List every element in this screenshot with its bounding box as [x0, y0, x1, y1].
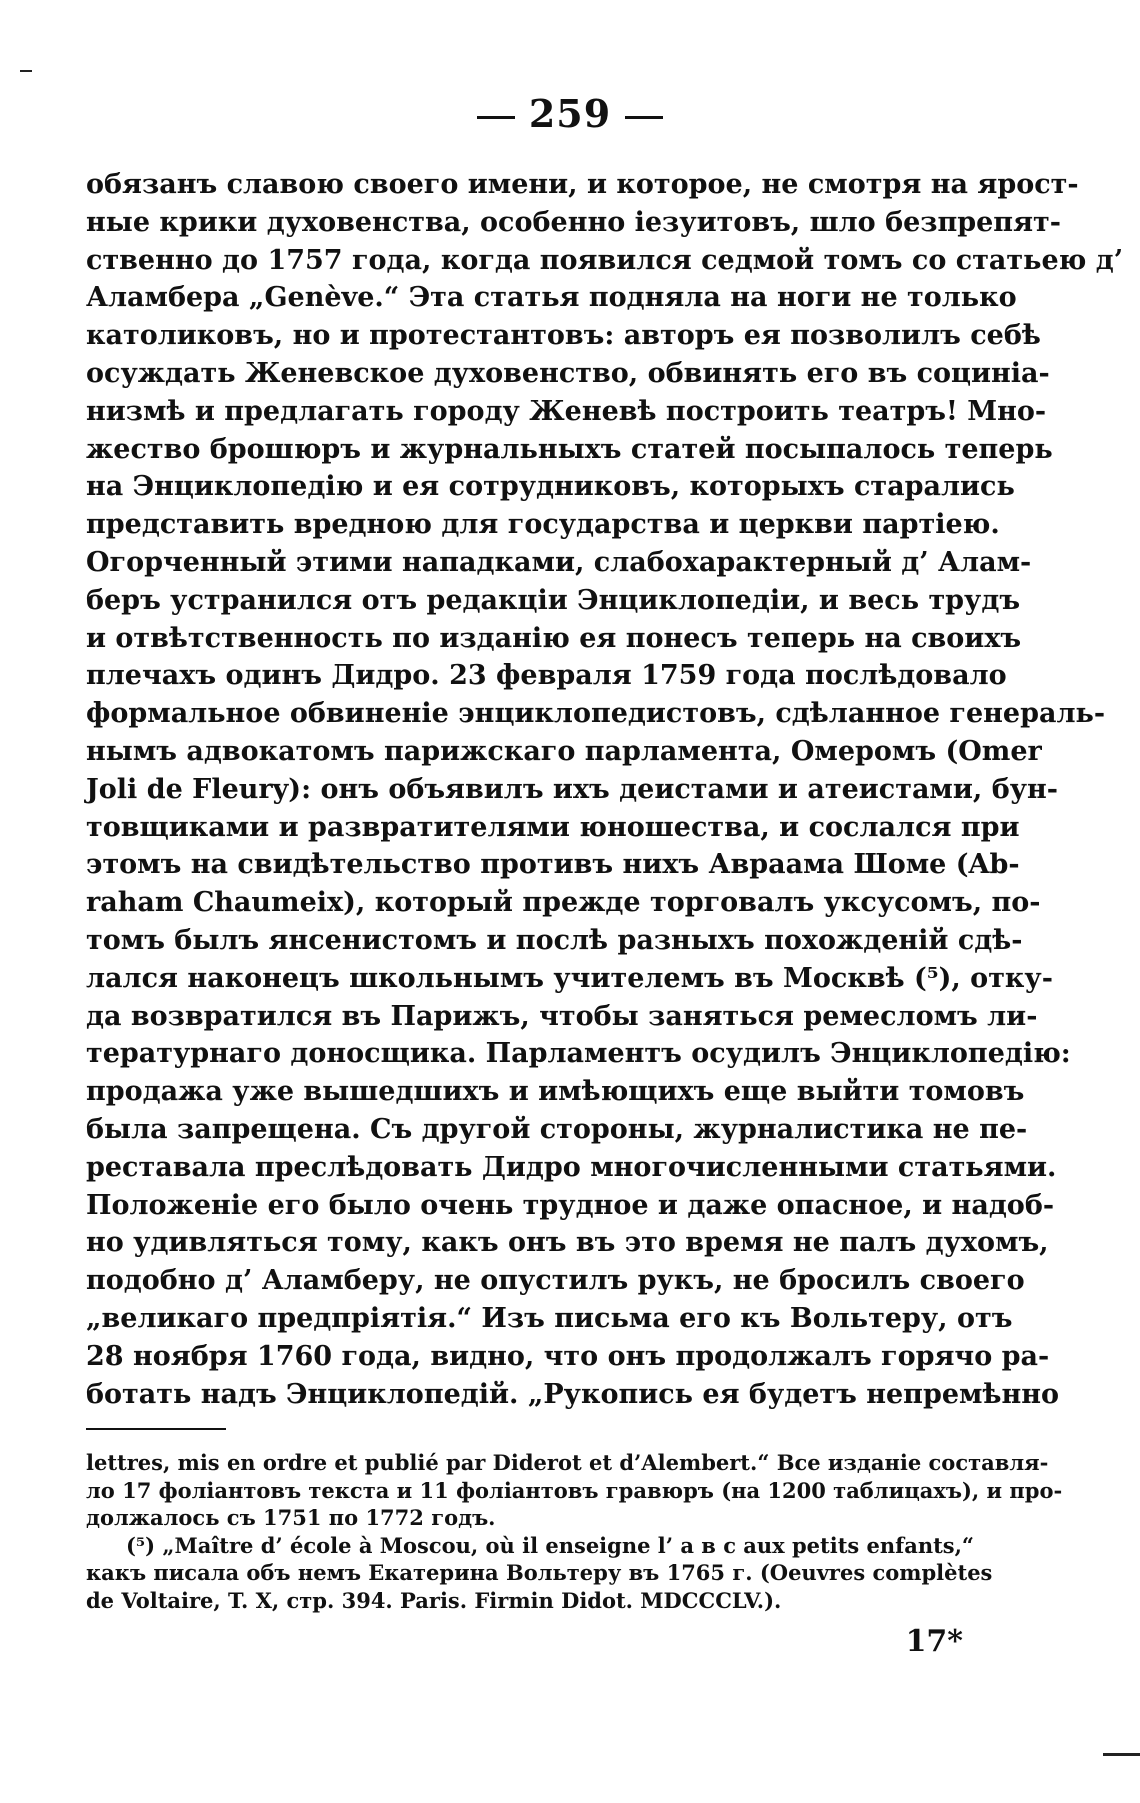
footnote-line: ло 17 фоліантовъ текста и 11 фоліантовъ гравюръ (на 1200 таблицахъ), и про- [86, 1477, 1063, 1503]
text-line: 28 ноября 1760 года, видно, что онъ продолжалъ горячо ра- [86, 1340, 1050, 1372]
header-dash-left [477, 116, 515, 119]
page-header [0, 92, 1140, 136]
main-text [86, 166, 1124, 1413]
text-line: да возвратился въ Парижъ, чтобы заняться ремесломъ ли- [86, 1000, 1038, 1032]
text-line: плечахъ одинъ Дидро. 23 февраля 1759 года послѣдовало [86, 660, 1007, 692]
text-line: томъ былъ янсенистомъ и послѣ разныхъ похожденій сдѣ- [86, 924, 1023, 956]
text-line: реставала преслѣдовать Дидро многочисленными статьями. [86, 1151, 1057, 1183]
text-line: осуждать Женевское духовенство, обвинять его въ социніа- [86, 357, 1050, 389]
footnote-line: lettres, mis en ordre et publié par Diderot et d’Alembert.“ Все изданіе составля- [86, 1450, 1049, 1475]
scan-mark [1103, 1753, 1140, 1756]
text-line: ственно до 1757 года, когда появился седмой томъ со статьею д’ [86, 244, 1124, 276]
text-line: была запрещена. Съ другой стороны, журналистика не пе- [86, 1113, 1028, 1145]
text-line: товщиками и развратителями юношества, и сослался при [86, 811, 1020, 843]
footnote-line: de Voltaire, T. X, стр. 394. Paris. Firmin Didot. MDCCCLV.). [86, 1587, 782, 1613]
text-line: и отвѣтственность по изданію ея понесъ теперь на своихъ [86, 622, 1022, 654]
text-line: Joli de Fleury): онъ объявилъ ихъ деистами и атеистами, бун- [86, 773, 1058, 805]
text-line: Аламбера „Genève.“ Эта статья подняла на ноги не только [86, 282, 1017, 314]
text-line: представить вредною для государства и церкви партіею. [86, 509, 1000, 541]
text-line: этомъ на свидѣтельство противъ нихъ Авраама Шоме (Ab- [86, 849, 1020, 881]
text-line: на Энциклопедію и ея сотрудниковъ, которыхъ старались [86, 471, 1015, 503]
text-line: беръ устранился отъ редакціи Энциклопедіи, и весь трудъ [86, 584, 1021, 616]
text-line: обязанъ славою своего имени, и которое, не смотря на ярост- [86, 169, 1079, 200]
text-line: низмѣ и предлагать городу Женевѣ построить театръ! Мно- [86, 395, 1047, 427]
text-line: Положеніе его было очень трудное и даже опасное, и надоб- [86, 1189, 1055, 1221]
page-number: 259 [528, 91, 612, 136]
header-dash-right [625, 116, 663, 119]
text-line: формальное обвиненіе энциклопедистовъ, сдѣланное генераль- [86, 698, 1106, 730]
text-line: ные крики духовенства, особенно іезуитовъ, шло безпрепят- [86, 206, 1061, 238]
text-line: католиковъ, но и протестантовъ: авторъ ея позволилъ себѣ [86, 320, 1041, 352]
text-line: Огорченный этими нападками, слабохарактерный д’ Алам- [86, 546, 1032, 578]
text-line: жество брошюръ и журнальныхъ статей посыпалось теперь [86, 433, 1053, 465]
footnote-rule [86, 1428, 226, 1430]
text-line: нымъ адвокатомъ парижскаго парламента, Омеромъ (Omer [86, 735, 1042, 767]
footnote-line: (⁵) „Maître d’ école à Moscou, où il enseigne l’ a в c aux petits enfants,“ [126, 1532, 975, 1558]
text-line: ботать надъ Энциклопедій. „Рукопись ея будетъ непремѣнно [86, 1378, 1059, 1410]
footnotes [86, 1449, 1063, 1614]
text-line: „великаго предпріятія.“ Изъ письма его къ Вольтеру, отъ [86, 1302, 1013, 1334]
text-line: лался наконецъ школьнымъ учителемъ въ Москвѣ (⁵), отку- [86, 962, 1053, 994]
text-line: raham Chaumeix), который прежде торговалъ уксусомъ, по- [86, 887, 1041, 919]
text-line: подобно д’ Аламберу, не опустилъ рукъ, не бросилъ своего [86, 1265, 1025, 1297]
footnote-line: какъ писала объ немъ Екатерина Вольтеру въ 1765 г. (Oeuvres complètes [86, 1560, 993, 1585]
text-line: тературнаго доносщика. Парламентъ осудилъ Энциклопедію: [86, 1038, 1071, 1070]
signature-mark: 17* [905, 1624, 963, 1659]
text-line: но удивляться тому, какъ онъ въ это время не палъ духомъ, [86, 1227, 1049, 1259]
scan-mark [20, 70, 32, 72]
footnote-line: должалось съ 1751 по 1772 годъ. [86, 1505, 496, 1530]
text-line: продажа уже вышедшихъ и имѣющихъ еще выйти томовъ [86, 1076, 1025, 1108]
